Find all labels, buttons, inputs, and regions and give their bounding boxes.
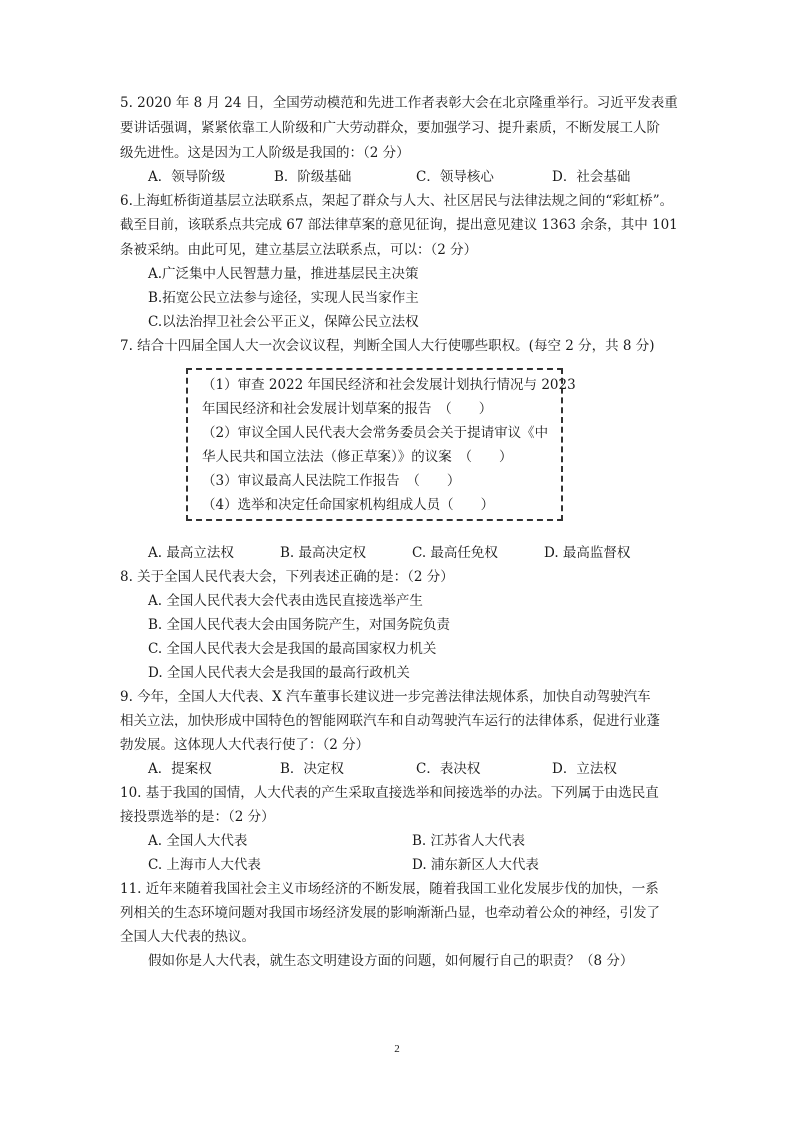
q10-stem-line-2: 接投票选举的是：（2 分）: [120, 809, 275, 825]
q10-option-a: A. 全国人大代表: [148, 833, 248, 849]
q6-stem-line-2: 截至目前，该联系点共完成 67 部法律草案的意见征询，提出意见建议 1363 余条，其中 101: [120, 217, 678, 233]
q7-option-d: D. 最高监督权: [544, 545, 631, 561]
q7-stem: 7. 结合十四届全国人大一次会议议程，判断全国人大行使哪些职权。(每空 2 分，共 8 分): [120, 338, 655, 354]
q5-stem-line-2: 要讲话强调，紧紧依靠工人阶级和广大劳动群众，要加强学习、提升素质，不断发展工人阶: [120, 120, 660, 136]
q5-option-b: B．阶级基础: [274, 169, 352, 185]
q7-box-line-6: （4）选举和决定任命国家机构组成人员（ ）: [202, 497, 495, 513]
page-number: 2: [394, 1043, 400, 1055]
q9-stem-line-3: 勃发展。这体现人大代表行使了：（2 分）: [120, 737, 370, 753]
q7-option-a: A. 最高立法权: [148, 545, 234, 561]
q6-option-c: C.以法治捍卫社会公平正义，保障公民立法权: [148, 314, 419, 330]
q11-stem-line-2: 列相关的生态环境问题对我国市场经济发展的影响渐渐凸显，也牵动着公众的神经，引发了: [120, 905, 660, 921]
q6-stem-line-1: 6.上海虹桥街道基层立法联系点，架起了群众与人大、社区居民与法律法规之间的“彩虹桥”。: [120, 193, 674, 209]
q8-option-d: D. 全国人民代表大会是我国的最高行政机关: [148, 665, 410, 681]
q11-stem-line-3: 全国人大代表的热议。: [120, 929, 255, 945]
q7-box-line-5: （3）审议最高人民法院工作报告 （ ）: [202, 473, 461, 489]
q11-task: 假如你是人大代表，就生态文明建设方面的问题，如何履行自己的职责？（8 分）: [148, 953, 634, 969]
q6-stem-line-3: 条被采纳。由此可见，建立基层立法联系点，可以：（2 分）: [120, 242, 478, 258]
q7-box-line-4: 华人民共和国立法法（修正草案）》的议案 （ ）: [202, 449, 513, 465]
q10-option-b: B. 江苏省人大代表: [412, 833, 526, 849]
q9-option-b: B．决定权: [280, 761, 344, 777]
q10-stem-line-1: 10. 基于我国的国情，人大代表的产生采取直接选举和间接选举的办法。下列属于由选民直: [120, 785, 659, 801]
q9-option-d: D．立法权: [552, 761, 617, 777]
q6-option-b: B.拓宽公民立法参与途径，实现人民当家作主: [148, 290, 419, 306]
q7-box-line-1: （1）审查 2022 年国民经济和社会发展计划执行情况与 2023: [202, 377, 576, 393]
q7-agenda-box: [186, 368, 576, 521]
q6-option-a: A.广泛集中人民智慧力量，推进基层民主决策: [148, 266, 419, 282]
q8-option-b: B. 全国人民代表大会由国务院产生，对国务院负责: [148, 617, 451, 633]
q8-stem: 8. 关于全国人民代表大会，下列表述正确的是：（2 分）: [120, 569, 454, 585]
q7-box-line-2: 年国民经济和社会发展计划草案的报告 （ ）: [202, 401, 493, 417]
q5-option-c: C．领导核心: [416, 169, 494, 185]
q11-stem-line-1: 11. 近年来随着我国社会主义市场经济的不断发展，随着我国工业化发展步伐的加快，一系: [120, 881, 659, 897]
q9-stem-line-1: 9. 今年，全国人大代表、X 汽车董事长建议进一步完善法律法规体系，加快自动驾驶汽车: [120, 689, 651, 705]
q10-option-c: C. 上海市人大代表: [148, 857, 261, 873]
q9-stem-line-2: 相关立法，加快形成中国特色的智能网联汽车和自动驾驶汽车运行的法律体系，促进行业蓬: [120, 713, 660, 729]
q5-option-d: D．社会基础: [552, 169, 631, 185]
q9-option-c: C．表决权: [416, 761, 481, 777]
q10-option-d: D. 浦东新区人大代表: [412, 857, 539, 873]
q7-option-b: B. 最高决定权: [280, 545, 367, 561]
q8-option-a: A. 全国人民代表大会代表由选民直接选举产生: [148, 593, 423, 609]
q5-stem-line-1: 5. 2020 年 8 月 24 日，全国劳动模范和先进工作者表彰大会在北京隆重举行。习近平发表重: [120, 95, 678, 111]
q8-option-c: C. 全国人民代表大会是我国的最高国家权力机关: [148, 641, 437, 657]
q9-option-a: A．提案权: [148, 761, 212, 777]
q5-option-a: A．领导阶级: [148, 169, 226, 185]
q7-option-c: C. 最高任免权: [412, 545, 498, 561]
q5-stem-line-3: 级先进性。这是因为工人阶级是我国的：（2 分）: [120, 145, 410, 161]
q7-box-line-3: （2）审议全国人民代表大会常务委员会关于提请审议《中: [202, 425, 549, 441]
